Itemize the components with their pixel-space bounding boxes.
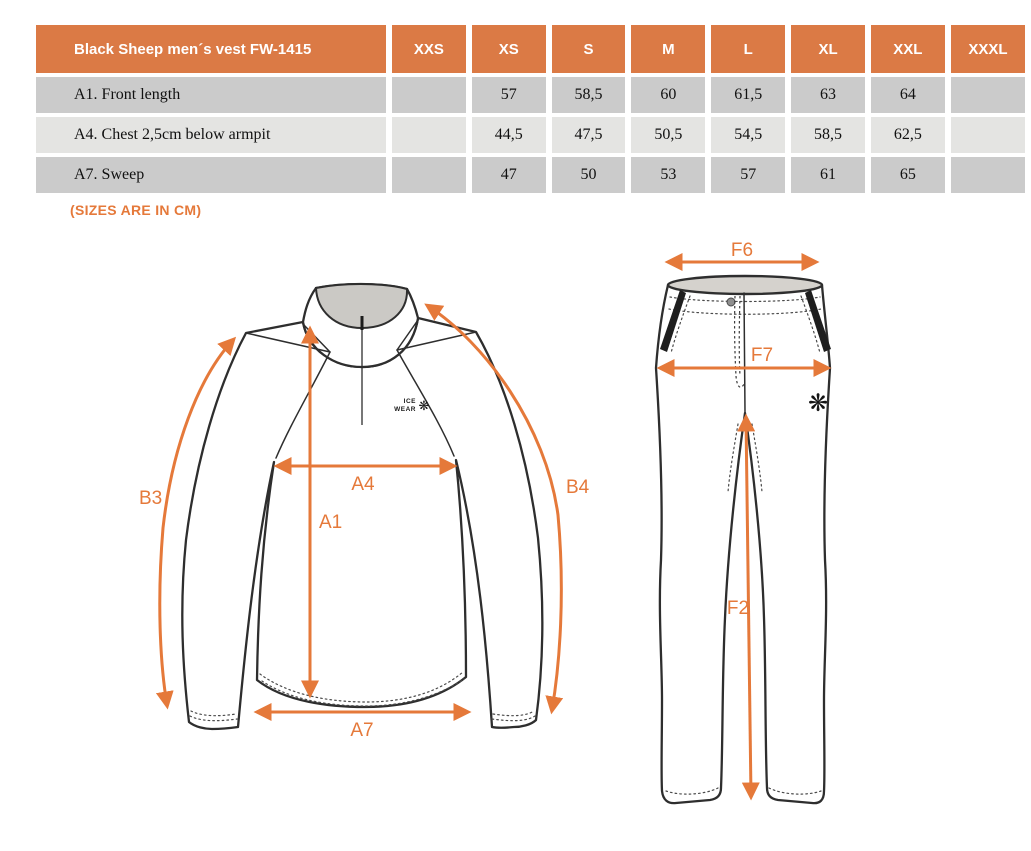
pants-outline	[656, 285, 830, 803]
size-column-header: XS	[472, 25, 546, 73]
row-label: A7. Sweep	[36, 157, 386, 193]
snowflake-icon: ❋	[807, 389, 829, 417]
waist-button	[727, 298, 735, 306]
table-row	[36, 157, 1025, 193]
f6-label: F6	[730, 240, 754, 261]
sizes-note: (SIZES ARE IN CM)	[70, 202, 202, 218]
size-value-cell: 60	[631, 77, 705, 113]
table-row	[36, 117, 1025, 153]
size-value-cell: 61	[791, 157, 865, 193]
size-value-cell: 58,5	[552, 77, 626, 113]
pants-diagram	[630, 235, 950, 825]
size-value-cell: 58,5	[791, 117, 865, 153]
b4-label: B4	[566, 477, 590, 498]
size-column-header: M	[631, 25, 705, 73]
size-column-header: XXS	[392, 25, 466, 73]
svg-text:ICE: ICE	[403, 398, 416, 405]
b3-label: B3	[139, 488, 163, 509]
f7-label: F7	[750, 345, 774, 366]
size-value-cell: 54,5	[711, 117, 785, 153]
size-column-header: S	[552, 25, 626, 73]
table-title: Black Sheep men´s vest FW-1415	[36, 25, 386, 73]
size-value-cell: 64	[871, 77, 945, 113]
size-value-cell: 62,5	[871, 117, 945, 153]
size-column-header: XL	[791, 25, 865, 73]
size-value-cell	[392, 77, 466, 113]
size-value-cell	[951, 157, 1025, 193]
size-value-cell: 57	[472, 77, 546, 113]
size-value-cell: 47,5	[552, 117, 626, 153]
size-table	[30, 21, 1031, 197]
size-value-cell: 50	[552, 157, 626, 193]
row-label: A1. Front length	[36, 77, 386, 113]
size-value-cell	[392, 157, 466, 193]
a4-label: A4	[351, 474, 375, 495]
size-value-cell: 53	[631, 157, 705, 193]
row-label: A4. Chest 2,5cm below armpit	[36, 117, 386, 153]
size-value-cell	[392, 117, 466, 153]
svg-text:WEAR: WEAR	[394, 406, 416, 413]
f2-label: F2	[726, 598, 750, 619]
a1-label: A1	[319, 512, 343, 533]
size-value-cell	[951, 77, 1025, 113]
center-front-seam	[744, 293, 745, 412]
size-value-cell: 44,5	[472, 117, 546, 153]
size-column-header: XXL	[871, 25, 945, 73]
waist-opening	[668, 276, 822, 294]
size-value-cell: 47	[472, 157, 546, 193]
size-value-cell: 65	[871, 157, 945, 193]
size-value-cell	[951, 117, 1025, 153]
table-row	[36, 77, 1025, 113]
table-header-row	[36, 25, 1025, 73]
size-value-cell: 57	[711, 157, 785, 193]
size-value-cell: 61,5	[711, 77, 785, 113]
size-value-cell: 50,5	[631, 117, 705, 153]
sweater-diagram	[130, 260, 610, 760]
size-column-header: XXXL	[951, 25, 1025, 73]
a7-label: A7	[350, 720, 374, 741]
snowflake-icon: ❋	[418, 399, 430, 414]
size-column-header: L	[711, 25, 785, 73]
size-value-cell: 63	[791, 77, 865, 113]
